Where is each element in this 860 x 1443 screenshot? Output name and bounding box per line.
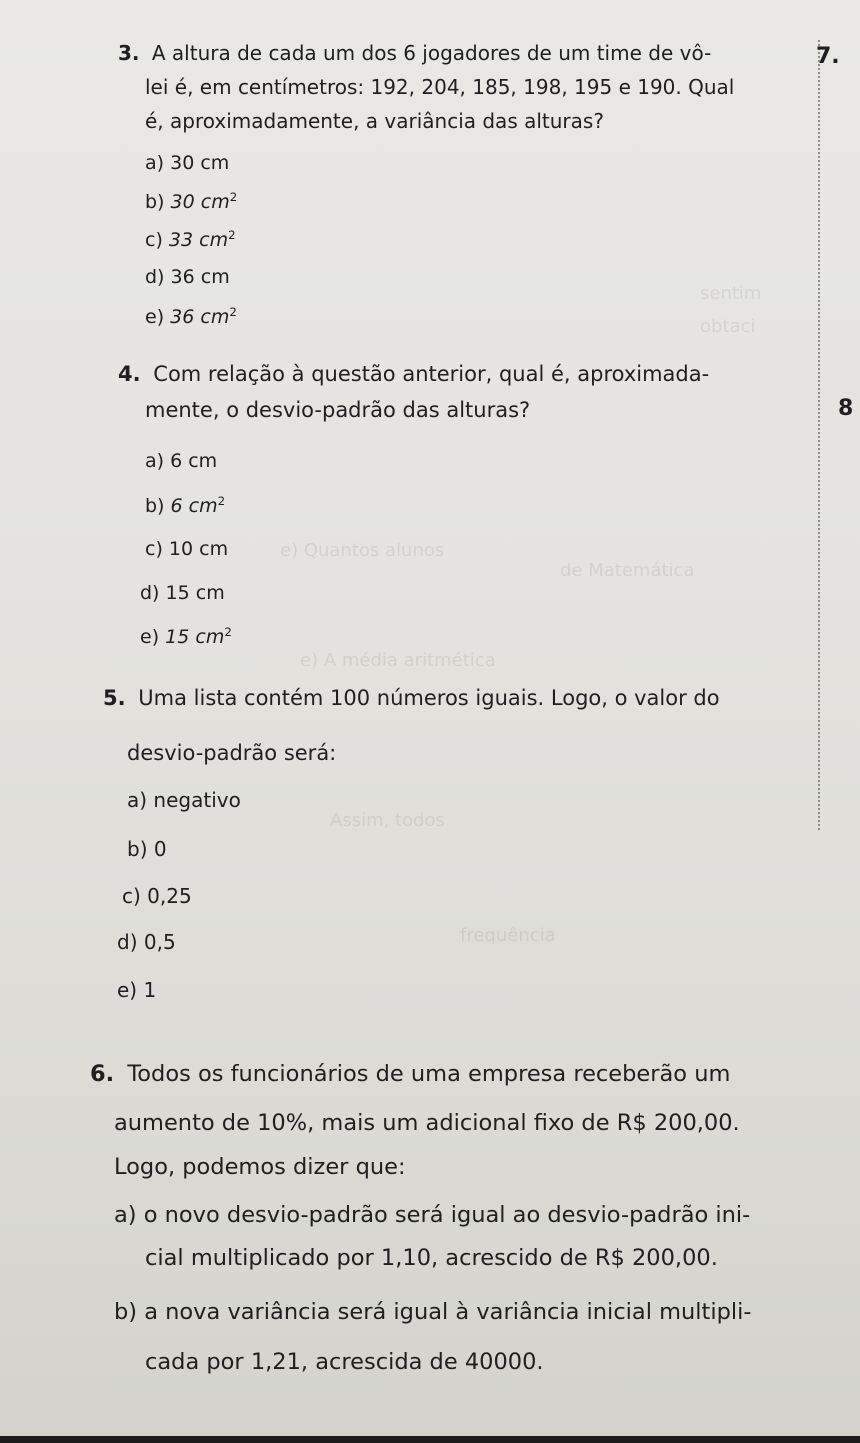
question-number: 3. (118, 41, 140, 65)
option-label: c) (122, 884, 141, 908)
answer-option-e[interactable] (117, 978, 156, 1002)
option-value: 36 cm (170, 306, 230, 329)
option-label: e) (145, 306, 165, 329)
show-through-text: e) Quantos alunos (280, 540, 445, 561)
margin-dotted-rule (818, 40, 820, 830)
option-value: 15 cm (165, 582, 225, 604)
answer-option-d[interactable] (145, 266, 230, 288)
margin-question-number: 7. (816, 44, 840, 69)
answer-option-c[interactable] (145, 538, 228, 560)
show-through-text: e) A média aritmética (300, 650, 496, 671)
show-through-text: Assim, todos (330, 810, 445, 831)
option-text-line: a nova variância será igual à variância inicial multipli- (144, 1299, 752, 1325)
question-text-line: Com relação à questão anterior, qual é, aproximada- (153, 362, 710, 386)
option-label: e) (117, 978, 138, 1002)
question-text-line: desvio-padrão será: (127, 741, 337, 765)
answer-option-c[interactable] (122, 884, 192, 908)
option-value: 1 (143, 978, 157, 1002)
option-label: d) (117, 930, 138, 954)
answer-option-a[interactable] (145, 450, 217, 472)
option-label: b) (145, 495, 165, 518)
answer-option-c[interactable] (145, 228, 236, 251)
option-label: d) (145, 266, 165, 288)
option-label: b) (145, 191, 165, 214)
answer-option-e[interactable] (140, 625, 232, 648)
option-exponent: 2 (229, 305, 237, 319)
option-label: a) (145, 152, 165, 174)
option-value: 36 cm (170, 266, 230, 288)
option-value: 30 cm (170, 152, 230, 174)
margin-question-number: 8 (838, 396, 854, 421)
answer-option-d[interactable] (140, 582, 225, 604)
option-exponent: 2 (229, 190, 238, 204)
question-text-line: aumento de 10%, mais um adicional fixo de R$ 200,00. (114, 1110, 740, 1136)
answer-option-a[interactable] (145, 152, 229, 174)
question-text-line: A altura de cada um dos 6 jogadores de um time de vô- (151, 41, 712, 65)
question-number: 4. (118, 362, 141, 386)
option-label: c) (145, 538, 163, 560)
option-exponent: 2 (217, 494, 226, 508)
answer-option-b[interactable] (145, 494, 225, 517)
option-text-line: cada por 1,21, acrescida de 40000. (145, 1349, 544, 1375)
show-through-text: sentim (700, 283, 762, 304)
question-text-line: Uma lista contém 100 números iguais. Logo, o valor do (138, 686, 720, 710)
show-through-text: obtaci (700, 316, 756, 337)
option-exponent: 2 (228, 228, 236, 242)
option-value: 6 cm (170, 495, 218, 518)
option-label: e) (140, 626, 160, 649)
option-text-line: cial multiplicado por 1,10, acrescido de R$ 200,00. (145, 1245, 718, 1271)
option-value: 15 cm (165, 626, 225, 649)
answer-option-b[interactable] (145, 190, 237, 213)
option-value: 0 (153, 837, 167, 861)
answer-option-a[interactable] (127, 788, 241, 812)
question-text-line: Logo, podemos dizer que: (114, 1154, 406, 1180)
option-value: 0,25 (147, 884, 192, 908)
option-value: 30 cm (170, 191, 230, 214)
show-through-text: de Matemática (560, 560, 695, 581)
option-value: 33 cm (168, 229, 229, 252)
option-value: 0,5 (143, 930, 176, 954)
question-number: 6. (90, 1061, 115, 1087)
option-label: d) (140, 582, 160, 604)
show-through-text: frequência (460, 925, 556, 946)
question-number: 5. (103, 686, 126, 710)
option-text-line: o novo desvio-padrão será igual ao desvio-padrão ini- (143, 1202, 751, 1228)
question-text-line: lei é, em centímetros: 192, 204, 185, 198, 195 e 190. Qual (145, 75, 735, 99)
option-label: a) (127, 788, 148, 812)
option-value: negativo (153, 788, 241, 812)
option-value: 6 cm (170, 450, 218, 472)
question-text-line: é, aproximadamente, a variância das alturas? (145, 109, 604, 133)
option-label: b) (127, 837, 148, 861)
option-label: b) (114, 1299, 138, 1325)
page-bottom-edge (0, 1436, 860, 1443)
option-exponent: 2 (224, 625, 232, 639)
question-text-line: Todos os funcionários de uma empresa receberão um (127, 1061, 731, 1087)
question-text-line: mente, o desvio-padrão das alturas? (145, 398, 531, 422)
answer-option-d[interactable] (117, 930, 176, 954)
answer-option-b[interactable] (127, 837, 167, 861)
option-label: c) (145, 229, 163, 252)
option-label: a) (114, 1202, 137, 1228)
option-label: a) (145, 450, 165, 472)
option-value: 10 cm (168, 538, 229, 560)
answer-option-e[interactable] (145, 305, 237, 328)
